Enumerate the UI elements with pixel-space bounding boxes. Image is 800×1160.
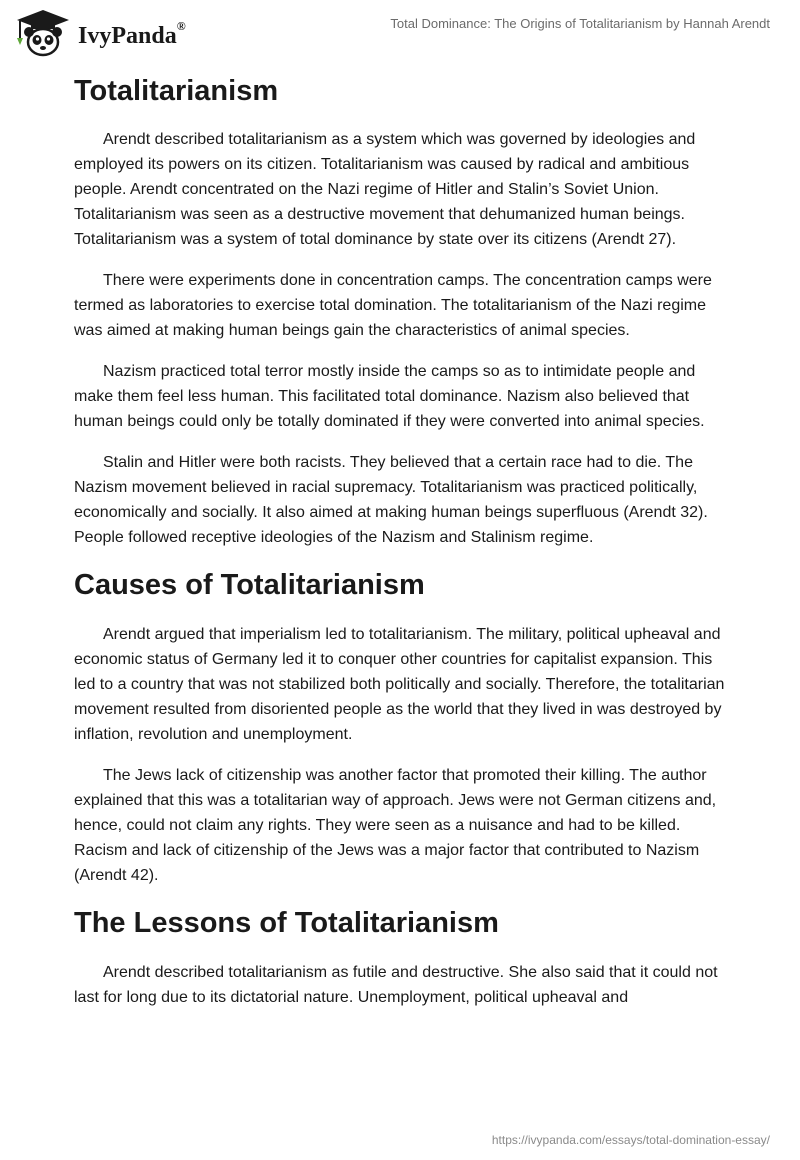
ivypanda-logo[interactable] <box>14 8 214 58</box>
paragraph: Stalin and Hitler were both racists. They believed that a certain race had to die. The Nazism movement believed in racial supremacy. Totalitarianism was practiced politically, economically and socially. It also aimed at making human beings superfluous (Arendt 32). People followed receptive ideologies of the Nazism and Stalinism regime. <box>74 454 708 546</box>
paragraph: Nazism practiced total terror mostly inside the camps so as to intimidate people and make them feel less human. This facilitated total dominance. Nazism also believed that human beings could only be totally dominated if they were converted into animal species. <box>74 363 705 430</box>
paragraph: There were experiments done in concentration camps. The concentration camps were termed as laboratories to exercise total domination. The totalitarianism of the Nazi regime was aimed at making human beings gain the characteristics of animal species. <box>74 272 712 339</box>
page-header <box>0 0 800 70</box>
paragraph: Arendt described totalitarianism as futile and destructive. She also said that it could not last for long due to its dictatorial nature. Unemployment, political upheaval and <box>74 964 718 1006</box>
paragraph: The Jews lack of citizenship was another factor that promoted their killing. The author explained that this was a totalitarian way of approach. Jews were not German citizens and, hence, could not claim any rights. They were seen as a nuisance and had to be killed. Racism and lack of citizenship of the Jews was a major factor that contributed to Nazism (Arendt 42). <box>74 767 717 884</box>
section-heading: Totalitarianism <box>74 75 279 107</box>
section-heading: Causes of Totalitarianism <box>74 569 425 601</box>
section-heading: The Lessons of Totalitarianism <box>74 907 499 939</box>
paragraph: Arendt described totalitarianism as a system which was governed by ideologies and employed its powers on its citizen. Totalitarianism was caused by radical and ambitious people. Arendt concentrated on the Nazi regime of Hitler and Stalin’s Soviet Union. Totalitarianism was seen as a destructive movement that dehumanized human beings. Totalitarianism was a system of total dominance by state over its citizens (Arendt 27). <box>74 131 696 248</box>
source-url[interactable]: https://ivypanda.com/essays/total-domination-essay/ <box>491 1133 770 1147</box>
essay-body <box>74 72 734 1026</box>
document-title: Total Dominance: The Origins of Totalitarianism by Hannah Arendt <box>390 16 770 31</box>
paragraph: Arendt argued that imperialism led to totalitarianism. The military, political upheaval and economic status of Germany led it to conquer other countries for capitalist expansion. This led to a country that was not stabilized both politically and socially. Therefore, the totalitarian movement resulted from disoriented people as the world that they lived in was destroyed by inflation, revolution and unemployment. <box>74 626 725 743</box>
panda-graduate-icon <box>14 8 72 58</box>
brand-name: IvyPanda® <box>78 19 186 49</box>
